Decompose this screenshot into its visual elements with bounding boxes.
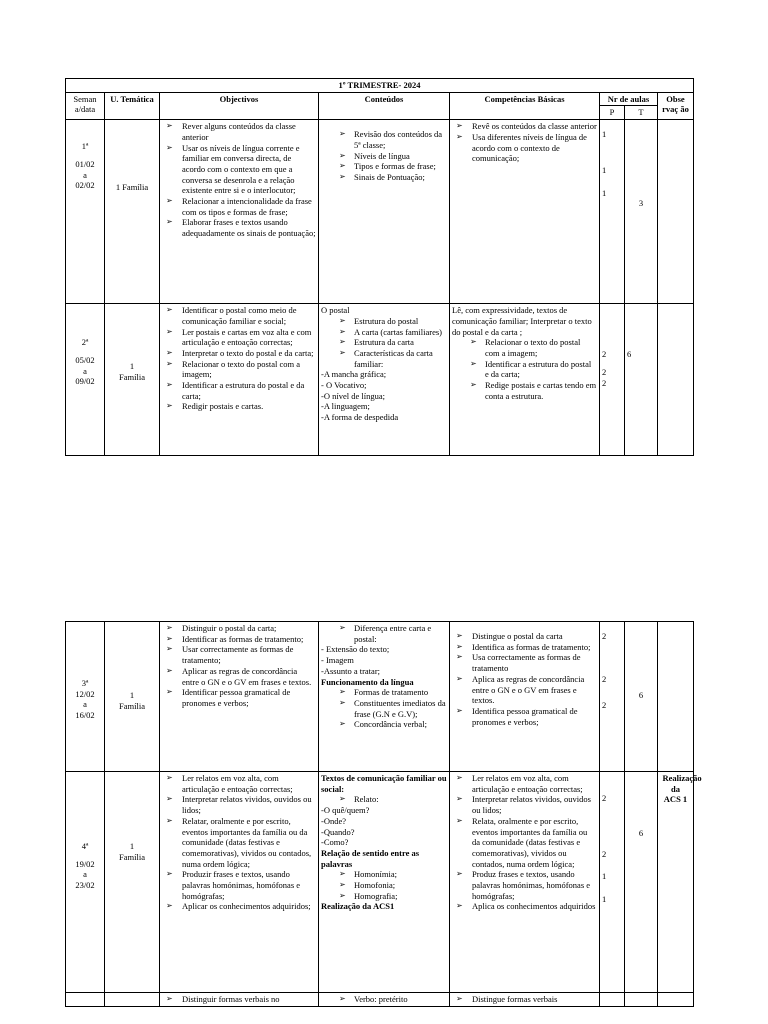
t-cell — [625, 772, 658, 993]
list-item: ➢ Tipos e formas de frase; — [321, 161, 447, 172]
header-contents: Conteúdos — [319, 92, 450, 119]
p-value: 1 — [602, 129, 607, 140]
week-cell — [66, 304, 105, 456]
unit-label: 1 Família — [119, 361, 145, 382]
obs-cell — [658, 304, 694, 456]
list-item: ➢ Interpretar relatos vividos, ouvidos ou lidos; — [452, 794, 597, 815]
contents-heading: Realização da ACS1 — [321, 901, 395, 912]
list-item: ➢ Identifica pessoa gramatical de pronomes e verbos; — [452, 706, 597, 727]
list-item: ➢ Distingue o postal da carta — [452, 631, 597, 642]
obs-cell — [658, 772, 702, 993]
obs-cell — [658, 622, 694, 772]
week-date-sep: a — [83, 169, 87, 180]
week-date-start: 01/02 — [75, 158, 95, 169]
list-item: ➢ Homofonia; — [321, 880, 447, 891]
competences-cell — [450, 120, 600, 304]
t-value: 6 — [627, 349, 632, 360]
list-item: ➢ Revê os conteúdos da classe anterior — [452, 121, 597, 132]
list-item: ➢ Distinguir o postal da carta; — [162, 623, 316, 634]
p-cell — [600, 772, 625, 993]
list-item: ➢ Homografia; — [321, 891, 447, 902]
list-item: ➢ Formas de tratamento — [321, 687, 447, 698]
contents-heading: Funcionamento da língua — [321, 676, 414, 687]
unit-cell — [105, 993, 160, 1007]
p-value: 2 — [602, 631, 607, 641]
competences-cell — [450, 622, 600, 772]
t-value: 6 — [638, 690, 644, 700]
week-cell — [66, 622, 105, 772]
obs-cell — [658, 120, 694, 304]
list-item: ➢ Relata, oralmente e por escrito, eventos importantes da família ou da comunidade (datas festivas e comemorativas), vividos ou contados, numa ordem lógica; — [452, 816, 597, 870]
header-observation: Obse rvaç ão — [658, 92, 694, 119]
list-item: ➢ Produz frases e textos, usando palavras homónimas, homófonas e homógrafas; — [452, 869, 597, 901]
p-value: 2 — [602, 377, 607, 388]
contents-line: -Como? — [321, 837, 349, 848]
p-value: 1 — [602, 164, 607, 175]
list-item: ➢ Interpretar relatos vividos, ouvidos ou lidos; — [162, 794, 316, 815]
header-objectives: Objectivos — [160, 92, 319, 119]
contents-line: -A forma de despedida — [321, 412, 399, 423]
list-item: ➢ Sinais de Pontuação; — [321, 172, 447, 183]
list-item: ➢ Aplicar as regras de concordância entre o GN e o GV em frases e textos. — [162, 666, 316, 687]
contents-line: - O Vocativo; — [321, 380, 367, 391]
week-number: 2ª — [81, 337, 89, 348]
list-item: ➢ Identificar pessoa gramatical de pronomes e verbos; — [162, 687, 316, 708]
unit-cell — [105, 622, 160, 772]
p-value: 2 — [602, 366, 607, 377]
contents-line: -Onde? — [321, 815, 347, 826]
week-number: 3ª — [81, 678, 89, 688]
t-cell — [625, 993, 658, 1007]
contents-line: -Assunto a tratar; — [321, 665, 381, 676]
list-item: ➢ Relato: — [321, 794, 447, 805]
unit-cell — [105, 120, 160, 304]
header-nr-classes: Nr de aulas — [600, 92, 658, 106]
header-p: P — [600, 106, 625, 120]
unit-cell — [105, 772, 160, 993]
week-date-end: 16/02 — [75, 710, 95, 721]
header-unit: U. Temática — [105, 92, 160, 119]
unit-label: 1 Família — [119, 841, 145, 862]
objectives-cell — [160, 120, 319, 304]
obs-cell — [658, 993, 694, 1007]
unit-cell — [105, 304, 160, 456]
week-date-start: 12/02 — [75, 688, 95, 699]
competences-cell — [450, 993, 600, 1007]
competences-cell — [450, 772, 600, 993]
list-item: ➢ Elaborar frases e textos usando adequadamente os sinais de pontuação; — [162, 217, 316, 238]
list-item: ➢ Aplica os conhecimentos adquiridos — [452, 901, 597, 912]
list-item: ➢ Redige postais e cartas tendo em conta a estrutura. — [452, 380, 597, 401]
contents-cell — [319, 772, 450, 993]
list-item: ➢ Ler relatos em voz alta, com articulação e entoação correctas; — [162, 773, 316, 794]
list-item: ➢ Relacionar o texto do postal com a imagem; — [452, 337, 597, 358]
list-item: ➢ Ler relatos em voz alta, com articulação e entoação correctas; — [452, 773, 597, 794]
list-item: ➢ Homonímia; — [321, 869, 447, 880]
list-item: ➢ Usa diferentes níveis de língua de acordo com o contexto de comunicação; — [452, 132, 597, 164]
table-row — [66, 772, 694, 993]
contents-cell — [319, 304, 450, 456]
list-item: ➢ Distinguir formas verbais no — [162, 994, 316, 1005]
week-date-start: 05/02 — [75, 354, 95, 365]
competences-cell — [450, 304, 600, 456]
header-competences: Competências Básicas — [450, 92, 600, 119]
list-item: ➢ Concordância verbal; — [321, 719, 447, 730]
unit-label: 1 Família — [119, 690, 145, 711]
list-item: ➢ Ler postais e cartas em voz alta e com articulação e entoação correctas; — [162, 327, 316, 348]
list-item: ➢ Identificar a estrutura do postal e da carta; — [162, 380, 316, 401]
table-row — [66, 993, 694, 1007]
t-value: 3 — [638, 198, 644, 209]
t-cell — [625, 120, 658, 304]
plan-table-top — [65, 78, 694, 456]
list-item: ➢ Relatar, oralmente e por escrito, eventos importantes da família ou da comunidade (datas festivas e comemorativas), vividos ou contados, numa ordem lógica; — [162, 816, 316, 870]
list-item: ➢ Estrutura do postal — [321, 316, 447, 327]
list-item: ➢ Usa correctamente as formas de tratamento — [452, 652, 597, 673]
week-date-sep: a — [83, 869, 87, 880]
objectives-cell — [160, 772, 319, 993]
list-item: ➢ Interpretar o texto do postal e da carta; — [162, 348, 316, 359]
week-cell — [66, 120, 105, 304]
contents-cell — [319, 993, 450, 1007]
contents-intro: O postal — [321, 305, 350, 316]
list-item: ➢ Verbo: pretérito — [321, 994, 447, 1005]
objectives-cell — [160, 622, 319, 772]
plan-table-bottom — [65, 621, 702, 1007]
week-date-sep: a — [83, 365, 87, 376]
list-item: ➢ Identifica as formas de tratamento; — [452, 642, 597, 653]
t-cell — [625, 304, 658, 456]
list-item: ➢ Aplicar os conhecimentos adquiridos; — [162, 901, 316, 912]
p-cell — [600, 993, 625, 1007]
header-t: T — [625, 106, 658, 120]
objectives-cell — [160, 304, 319, 456]
week-date-end: 09/02 — [75, 376, 95, 387]
week-date-start: 19/02 — [75, 858, 95, 869]
p-cell — [600, 622, 625, 772]
p-value: 1 — [602, 894, 607, 905]
list-item: ➢ Características da carta familiar: — [321, 348, 447, 369]
obs-text: Realização da ACS 1 — [662, 773, 702, 805]
p-value: 1 — [602, 871, 607, 882]
contents-heading: Relação de sentido entre as palavras — [321, 847, 420, 869]
p-value: 2 — [602, 349, 607, 360]
header-week: Seman a/data — [66, 92, 105, 119]
list-item: ➢ A carta (cartas familiares) — [321, 327, 447, 338]
list-item: ➢ Distingue formas verbais — [452, 994, 597, 1005]
week-date-end: 02/02 — [75, 180, 95, 191]
contents-heading: Textos de comunicação familiar ou social: — [321, 773, 447, 794]
list-item: ➢ Relacionar a intencionalidade da frase com os tipos e formas de frase; — [162, 196, 316, 217]
contents-line: -O quê/quem? — [321, 805, 370, 816]
list-item: ➢ Redigir postais e cartas. — [162, 401, 316, 412]
list-item: ➢ Revisão dos conteúdos da 5ª classe; — [321, 129, 447, 150]
list-item: ➢ Identificar a estrutura do postal e da carta; — [452, 359, 597, 380]
contents-line: -Quando? — [321, 826, 355, 837]
competences-intro: Lê, com expressividade, textos de comunicação familiar; Interpretar o texto do postal e da carta ; — [452, 305, 592, 337]
table-row — [66, 120, 694, 304]
p-value: 2 — [602, 848, 607, 859]
p-value: 1 — [602, 187, 607, 198]
list-item: ➢ Rever alguns conteúdos da classe anterior — [162, 121, 316, 142]
p-value: 2 — [602, 673, 607, 684]
contents-line: -A mancha gráfica; — [321, 369, 387, 380]
list-item: ➢ Constituentes imediatos da frase (G.N e G.V); — [321, 698, 447, 719]
p-cell — [600, 120, 625, 304]
list-item: ➢ Estrutura da carta — [321, 337, 447, 348]
contents-line: - Imagem — [321, 655, 354, 666]
list-item: ➢ Usar correctamente as formas de tratamento; — [162, 644, 316, 665]
p-value: 2 — [602, 700, 607, 711]
contents-line: -O nível de língua; — [321, 390, 385, 401]
week-number: 1ª — [81, 141, 89, 152]
list-item: ➢ Identificar as formas de tratamento; — [162, 634, 316, 645]
t-value: 6 — [638, 828, 644, 838]
table-row — [66, 304, 694, 456]
list-item: ➢ Identificar o postal como meio de comunicação familiar e social; — [162, 305, 316, 326]
week-cell — [66, 993, 105, 1007]
table-row — [66, 622, 694, 772]
contents-line: - Extensão do texto; — [321, 644, 390, 655]
objectives-cell — [160, 993, 319, 1007]
unit-label: 1 Família — [115, 182, 149, 193]
list-item: ➢ Usar os níveis de língua corrente e familiar em conversa directa, de acordo com o contexto em que a conversa se desenrola e a relação existente entre si e o interlocutor; — [162, 143, 316, 197]
p-value: 2 — [602, 793, 607, 803]
contents-cell — [319, 622, 450, 772]
list-item: ➢ Relacionar o texto do postal com a imagem; — [162, 359, 316, 380]
list-item: ➢ Aplica as regras de concordância entre o GN e o GV em frases e textos. — [452, 674, 597, 706]
week-date-sep: a — [83, 699, 87, 710]
list-item: ➢ Níveis de língua — [321, 151, 447, 162]
week-date-end: 23/02 — [75, 880, 95, 891]
list-item: ➢ Produzir frases e textos, usando palavras homónimas, homófonas e homógrafas; — [162, 869, 316, 901]
week-number: 4ª — [81, 841, 89, 851]
list-item: ➢ Diferença entre carta e postal: — [321, 623, 447, 644]
p-cell — [600, 304, 625, 456]
t-cell — [625, 622, 658, 772]
contents-cell — [319, 120, 450, 304]
week-cell — [66, 772, 105, 993]
contents-line: -A linguagem; — [321, 401, 370, 412]
trimester-title: 1º TRIMESTRE- 2024 — [66, 79, 694, 93]
